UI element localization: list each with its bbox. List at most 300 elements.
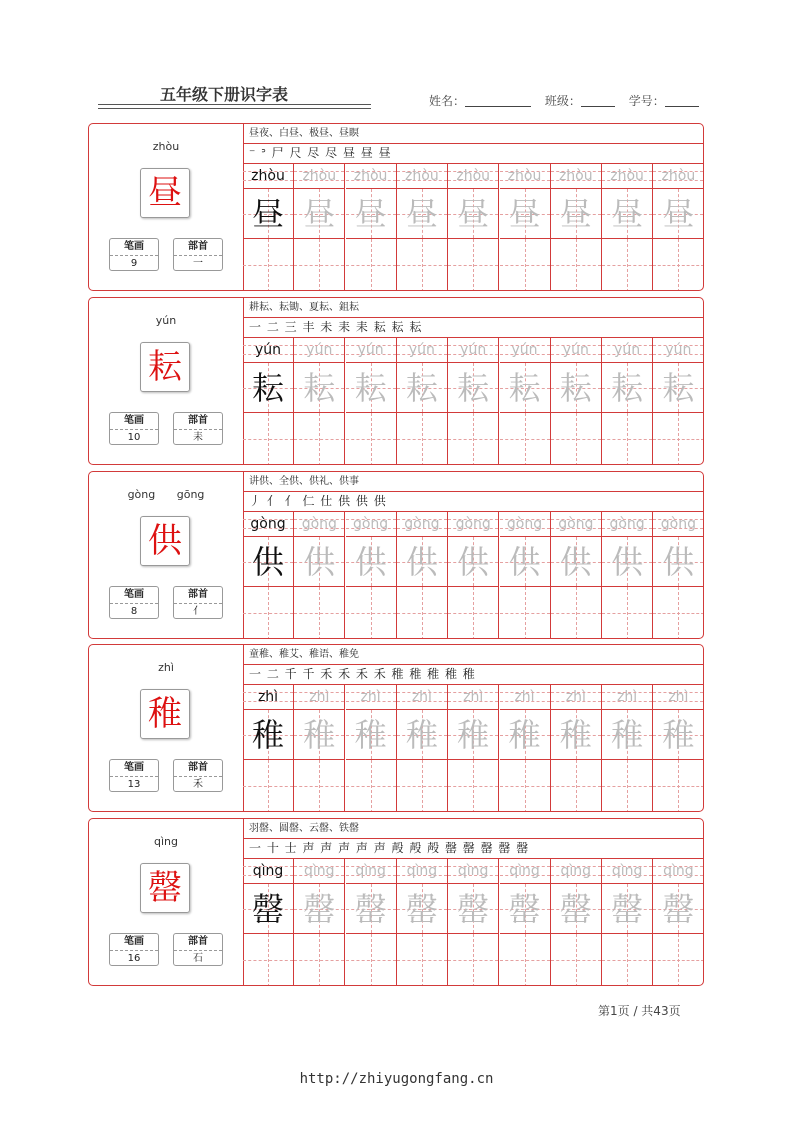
character-card xyxy=(88,818,704,986)
blank-practice-cell[interactable] xyxy=(346,413,397,465)
pinyin-text: yún xyxy=(562,342,589,358)
char-cell[interactable] xyxy=(551,537,602,587)
pinyin-cell[interactable] xyxy=(397,858,448,884)
pinyin-text: yún xyxy=(614,342,641,358)
card-summary xyxy=(89,645,244,811)
char-text: 供 xyxy=(662,543,695,581)
pinyin-cell[interactable] xyxy=(294,511,345,537)
char-text: 昼 xyxy=(457,195,490,233)
char-text: 昼 xyxy=(611,195,644,233)
char-cell[interactable] xyxy=(602,189,653,239)
pinyin-text: zhòu xyxy=(661,168,696,184)
example-words: 耕耘、耘锄、夏耘、鉏耘 xyxy=(243,298,703,318)
practice-grid xyxy=(243,858,704,986)
char-text: 供 xyxy=(457,543,490,581)
char-text: 稚 xyxy=(611,716,644,754)
pinyin-cell[interactable] xyxy=(551,511,602,537)
char-pinyin: zhòu xyxy=(152,140,180,153)
char-text: 昼 xyxy=(508,195,541,233)
char-cell[interactable] xyxy=(243,189,294,239)
char-text: 供 xyxy=(611,543,644,581)
practice-grid xyxy=(243,511,704,639)
pinyin-cell[interactable] xyxy=(551,163,602,189)
pinyin-text: zhòu xyxy=(507,168,542,184)
char-text: 稚 xyxy=(251,716,284,754)
char-cell[interactable] xyxy=(346,537,397,587)
stroke-count-label: 笔画 xyxy=(110,413,158,430)
pinyin-cell[interactable] xyxy=(243,511,294,537)
blank-practice-cell[interactable] xyxy=(397,934,448,986)
pinyin-cell[interactable] xyxy=(500,858,551,884)
char-cell[interactable] xyxy=(243,537,294,587)
blank-practice-cell[interactable] xyxy=(448,587,499,639)
blank-practice-cell[interactable] xyxy=(448,239,499,291)
pinyin-text: zhì xyxy=(668,689,689,705)
pinyin-text: zhì xyxy=(257,689,279,705)
pinyin-cell[interactable] xyxy=(551,337,602,363)
char-cell[interactable] xyxy=(397,710,448,760)
blank-practice-cell[interactable] xyxy=(243,934,294,986)
blank-practice-cell[interactable] xyxy=(602,760,653,812)
char-display: 稚 xyxy=(140,689,190,739)
char-pinyin: gòng gōng xyxy=(127,488,205,501)
pinyin-cell[interactable] xyxy=(653,511,704,537)
pinyin-cell[interactable] xyxy=(397,163,448,189)
blank-practice-cell[interactable] xyxy=(653,587,704,639)
radical-box xyxy=(173,586,223,619)
pinyin-cell[interactable] xyxy=(448,337,499,363)
card-summary xyxy=(89,298,244,464)
blank-practice-cell[interactable] xyxy=(294,587,345,639)
pinyin-text: zhì xyxy=(411,689,432,705)
character-card xyxy=(88,123,704,291)
character-card xyxy=(88,471,704,639)
pinyin-text: zhòu xyxy=(353,168,388,184)
worksheet-header xyxy=(96,80,706,112)
pinyin-text: zhòu xyxy=(405,168,439,184)
blank-practice-cell[interactable] xyxy=(397,587,448,639)
char-text: 罄 xyxy=(303,890,336,928)
char-text: 昼 xyxy=(559,195,592,233)
pinyin-text: yún xyxy=(408,342,435,358)
pinyin-cell[interactable] xyxy=(653,337,704,363)
char-cell[interactable] xyxy=(397,537,448,587)
stroke-count-box xyxy=(109,412,159,445)
char-text: 供 xyxy=(251,543,284,581)
pinyin-cell[interactable] xyxy=(448,163,499,189)
radical-value: 耒 xyxy=(193,432,203,443)
blank-practice-cell[interactable] xyxy=(653,934,704,986)
pinyin-text: zhòu xyxy=(251,168,285,184)
practice-area xyxy=(243,645,703,811)
class-blank[interactable] xyxy=(581,94,615,107)
blank-practice-cell[interactable] xyxy=(551,934,602,986)
pinyin-text: gòng xyxy=(506,516,543,532)
char-text: 稚 xyxy=(508,716,541,754)
char-cell[interactable] xyxy=(243,884,294,934)
radical-box xyxy=(173,412,223,445)
pinyin-cell[interactable] xyxy=(448,858,499,884)
char-text: 昼 xyxy=(405,195,438,233)
pinyin-text: zhì xyxy=(565,689,586,705)
practice-grid xyxy=(243,163,704,291)
pinyin-text: qìng xyxy=(406,863,438,879)
pinyin-text: yún xyxy=(460,342,487,358)
blank-practice-cell[interactable] xyxy=(448,760,499,812)
pinyin-text: zhòu xyxy=(456,168,491,184)
pinyin-cell[interactable] xyxy=(397,337,448,363)
pinyin-cell[interactable] xyxy=(346,684,397,710)
char-cell[interactable] xyxy=(448,363,499,413)
pinyin-cell[interactable] xyxy=(294,858,345,884)
char-cell[interactable] xyxy=(602,884,653,934)
pinyin-cell[interactable] xyxy=(500,684,551,710)
pinyin-cell[interactable] xyxy=(448,684,499,710)
char-text: 耘 xyxy=(611,369,644,407)
name-label: 姓名： xyxy=(429,94,466,108)
radical-label: 部首 xyxy=(174,587,222,604)
pinyin-cell[interactable] xyxy=(653,684,704,710)
stroke-count-box xyxy=(109,238,159,271)
char-cell[interactable] xyxy=(346,189,397,239)
blank-practice-cell[interactable] xyxy=(448,413,499,465)
example-words: 讲供、全供、供礼、供事 xyxy=(243,472,703,492)
pinyin-text: gòng xyxy=(301,516,337,532)
char-cell[interactable] xyxy=(346,363,397,413)
pinyin-cell[interactable] xyxy=(243,684,294,710)
char-cell[interactable] xyxy=(551,189,602,239)
char-text: 供 xyxy=(303,543,336,581)
pinyin-text: qìng xyxy=(611,863,643,879)
character-card xyxy=(88,644,704,812)
blank-practice-cell[interactable] xyxy=(243,239,294,291)
char-text: 耘 xyxy=(303,369,336,407)
radical-label: 部首 xyxy=(174,934,222,951)
pinyin-text: qìng xyxy=(560,863,592,879)
pinyin-cell[interactable] xyxy=(243,858,294,884)
pinyin-cell[interactable] xyxy=(602,858,653,884)
char-text: 供 xyxy=(508,543,541,581)
char-text: 稚 xyxy=(559,716,592,754)
char-cell[interactable] xyxy=(551,710,602,760)
stroke-count-value: 9 xyxy=(130,258,138,269)
char-text: 供 xyxy=(354,543,387,581)
char-text: 罄 xyxy=(354,890,387,928)
char-text: 昼 xyxy=(251,195,284,233)
blank-practice-cell[interactable] xyxy=(551,239,602,291)
name-blank[interactable] xyxy=(465,94,531,107)
card-summary xyxy=(89,819,244,985)
char-cell[interactable] xyxy=(551,884,602,934)
char-cell[interactable] xyxy=(653,363,704,413)
char-text: 耘 xyxy=(251,369,284,407)
char-display: 耘 xyxy=(140,342,190,392)
char-text: 耘 xyxy=(559,369,592,407)
stroke-order: 丿 亻 亻 仁 仕 供 供 供 xyxy=(243,491,703,512)
pinyin-text: qìng xyxy=(304,863,335,879)
char-cell[interactable] xyxy=(653,710,704,760)
char-text: 昼 xyxy=(354,195,387,233)
radical-box xyxy=(173,759,223,792)
blank-practice-cell[interactable] xyxy=(397,760,448,812)
char-text: 耘 xyxy=(508,369,541,407)
practice-grid xyxy=(243,684,704,812)
pinyin-cell[interactable] xyxy=(500,337,551,363)
pinyin-text: zhì xyxy=(463,689,484,705)
pinyin-cell[interactable] xyxy=(602,337,653,363)
radical-value: 禾 xyxy=(193,779,203,790)
char-cell[interactable] xyxy=(500,537,551,587)
pinyin-text: gòng xyxy=(404,516,440,532)
radical-label: 部首 xyxy=(174,413,222,430)
blank-practice-cell[interactable] xyxy=(397,413,448,465)
blank-practice-cell[interactable] xyxy=(346,760,397,812)
pinyin-text: yún xyxy=(254,342,282,358)
pinyin-text: zhì xyxy=(360,689,381,705)
blank-practice-cell[interactable] xyxy=(346,934,397,986)
pinyin-text: gòng xyxy=(660,516,696,532)
pinyin-text: qìng xyxy=(509,863,540,879)
pinyin-text: zhì xyxy=(514,689,535,705)
stroke-count-value: 10 xyxy=(127,432,141,443)
char-text: 昼 xyxy=(662,195,695,233)
stroke-order: 一 二 千 千 禾 禾 禾 禾 稚 稚 稚 稚 稚 xyxy=(243,664,703,685)
char-cell[interactable] xyxy=(500,710,551,760)
char-text: 稚 xyxy=(354,716,387,754)
char-text: 稚 xyxy=(662,716,695,754)
char-text: 稚 xyxy=(303,716,336,754)
pinyin-cell[interactable] xyxy=(653,163,704,189)
char-cell[interactable] xyxy=(397,884,448,934)
char-display: 罄 xyxy=(140,863,190,913)
page-number: 第1页 / 共43页 xyxy=(598,1004,681,1018)
char-cell[interactable] xyxy=(653,884,704,934)
pinyin-text: yún xyxy=(511,342,538,358)
pinyin-text: gòng xyxy=(558,516,594,532)
pinyin-text: yún xyxy=(357,342,384,358)
stroke-count-box xyxy=(109,586,159,619)
blank-practice-cell[interactable] xyxy=(500,934,551,986)
blank-practice-cell[interactable] xyxy=(551,413,602,465)
blank-practice-cell[interactable] xyxy=(243,413,294,465)
radical-box xyxy=(173,238,223,271)
pinyin-cell[interactable] xyxy=(602,684,653,710)
blank-practice-cell[interactable] xyxy=(294,760,345,812)
char-cell[interactable] xyxy=(500,884,551,934)
blank-practice-cell[interactable] xyxy=(653,413,704,465)
pinyin-text: qìng xyxy=(355,863,386,879)
blank-practice-cell[interactable] xyxy=(346,587,397,639)
stroke-count-box xyxy=(109,933,159,966)
pinyin-text: gòng xyxy=(352,516,389,532)
pinyin-cell[interactable] xyxy=(346,511,397,537)
blank-practice-cell[interactable] xyxy=(243,760,294,812)
char-cell[interactable] xyxy=(500,363,551,413)
pinyin-text: qìng xyxy=(252,863,284,879)
blank-practice-cell[interactable] xyxy=(653,239,704,291)
blank-practice-cell[interactable] xyxy=(551,587,602,639)
char-text: 罄 xyxy=(405,890,438,928)
char-text: 耘 xyxy=(662,369,695,407)
pinyin-cell[interactable] xyxy=(294,337,345,363)
stroke-count-label: 笔画 xyxy=(110,239,158,256)
example-words: 羽罄、圆罄、云罄、铁罄 xyxy=(243,819,703,839)
stroke-count-box xyxy=(109,759,159,792)
char-cell[interactable] xyxy=(397,189,448,239)
pinyin-cell[interactable] xyxy=(294,684,345,710)
char-cell[interactable] xyxy=(448,710,499,760)
blank-practice-cell[interactable] xyxy=(653,760,704,812)
pinyin-cell[interactable] xyxy=(602,163,653,189)
char-text: 罄 xyxy=(611,890,644,928)
char-cell[interactable] xyxy=(500,189,551,239)
radical-label: 部首 xyxy=(174,760,222,777)
char-text: 稚 xyxy=(405,716,438,754)
pinyin-cell[interactable] xyxy=(500,511,551,537)
blank-practice-cell[interactable] xyxy=(602,239,653,291)
pinyin-text: zhòu xyxy=(558,168,593,184)
pinyin-text: zhòu xyxy=(610,168,644,184)
pinyin-cell[interactable] xyxy=(397,511,448,537)
number-label: 学号： xyxy=(628,94,665,108)
blank-practice-cell[interactable] xyxy=(500,239,551,291)
blank-practice-cell[interactable] xyxy=(500,587,551,639)
char-cell[interactable] xyxy=(294,537,345,587)
char-text: 耘 xyxy=(354,369,387,407)
blank-practice-cell[interactable] xyxy=(243,587,294,639)
stroke-count-value: 8 xyxy=(130,606,138,617)
char-text: 罄 xyxy=(457,890,490,928)
stroke-count-label: 笔画 xyxy=(110,760,158,777)
char-cell[interactable] xyxy=(448,537,499,587)
char-text: 供 xyxy=(559,543,592,581)
char-cell[interactable] xyxy=(346,884,397,934)
example-words: 昼夜、白昼、极昼、昼瞑 xyxy=(243,124,703,144)
practice-area xyxy=(243,298,703,464)
radical-value: 亻 xyxy=(193,606,203,617)
pinyin-text: qìng xyxy=(457,863,489,879)
char-text: 昼 xyxy=(303,195,336,233)
stroke-order: 一 二 三 丰 未 耒 耒 耘 耘 耘 xyxy=(243,317,703,338)
pinyin-text: gòng xyxy=(455,516,491,532)
char-text: 耘 xyxy=(457,369,490,407)
card-summary xyxy=(89,472,244,638)
char-display: 昼 xyxy=(140,168,190,218)
char-cell[interactable] xyxy=(294,710,345,760)
practice-area xyxy=(243,124,703,290)
char-pinyin: zhì xyxy=(158,661,174,674)
char-cell[interactable] xyxy=(397,363,448,413)
pinyin-cell[interactable] xyxy=(243,163,294,189)
radical-value: 石 xyxy=(193,953,203,964)
blank-practice-cell[interactable] xyxy=(294,239,345,291)
pinyin-cell[interactable] xyxy=(602,511,653,537)
pinyin-cell[interactable] xyxy=(653,858,704,884)
char-cell[interactable] xyxy=(294,189,345,239)
radical-label: 部首 xyxy=(174,239,222,256)
char-cell[interactable] xyxy=(294,884,345,934)
stroke-count-label: 笔画 xyxy=(110,587,158,604)
pinyin-text: zhì xyxy=(617,689,638,705)
blank-practice-cell[interactable] xyxy=(346,239,397,291)
blank-practice-cell[interactable] xyxy=(448,934,499,986)
char-cell[interactable] xyxy=(653,537,704,587)
pinyin-cell[interactable] xyxy=(448,511,499,537)
blank-practice-cell[interactable] xyxy=(294,934,345,986)
pinyin-text: yún xyxy=(306,342,333,358)
page-title: 五年级下册识字表 xyxy=(160,85,289,104)
blank-practice-cell[interactable] xyxy=(500,760,551,812)
pinyin-text: gòng xyxy=(609,516,645,532)
radical-box xyxy=(173,933,223,966)
pinyin-cell[interactable] xyxy=(243,337,294,363)
pinyin-cell[interactable] xyxy=(294,163,345,189)
char-cell[interactable] xyxy=(602,363,653,413)
title-underline xyxy=(98,104,371,109)
char-cell[interactable] xyxy=(448,884,499,934)
student-fields xyxy=(429,92,699,109)
char-pinyin: yún xyxy=(155,314,177,327)
pinyin-cell[interactable] xyxy=(346,337,397,363)
pinyin-text: gòng xyxy=(250,516,286,532)
char-text: 罄 xyxy=(508,890,541,928)
blank-practice-cell[interactable] xyxy=(602,413,653,465)
pinyin-cell[interactable] xyxy=(346,858,397,884)
blank-practice-cell[interactable] xyxy=(602,587,653,639)
char-text: 罄 xyxy=(559,890,592,928)
char-text: 罄 xyxy=(662,890,695,928)
character-card xyxy=(88,297,704,465)
char-cell[interactable] xyxy=(294,363,345,413)
char-display: 供 xyxy=(140,516,190,566)
stroke-count-value: 13 xyxy=(127,779,141,790)
pinyin-cell[interactable] xyxy=(397,684,448,710)
pinyin-text: yún xyxy=(665,342,692,358)
stroke-order: ⁻ ᐣ 尸 尺 尽 尽 昼 昼 昼 xyxy=(243,143,703,164)
char-cell[interactable] xyxy=(243,363,294,413)
pinyin-cell[interactable] xyxy=(551,684,602,710)
radical-value: 一 xyxy=(193,258,203,269)
pinyin-cell[interactable] xyxy=(551,858,602,884)
char-text: 耘 xyxy=(405,369,438,407)
char-text: 罄 xyxy=(251,890,284,928)
pinyin-text: zhì xyxy=(309,689,330,705)
char-cell[interactable] xyxy=(448,189,499,239)
char-cell[interactable] xyxy=(551,363,602,413)
pinyin-cell[interactable] xyxy=(346,163,397,189)
char-text: 供 xyxy=(405,543,438,581)
example-words: 童稚、稚艾、稚语、稚免 xyxy=(243,645,703,665)
site-url: http://zhiyugongfang.cn xyxy=(299,1071,494,1087)
class-label: 班级： xyxy=(544,94,581,108)
pinyin-cell[interactable] xyxy=(500,163,551,189)
number-blank[interactable] xyxy=(665,94,699,107)
char-cell[interactable] xyxy=(653,189,704,239)
char-cell[interactable] xyxy=(602,710,653,760)
blank-practice-cell[interactable] xyxy=(500,413,551,465)
char-text: 稚 xyxy=(457,716,490,754)
char-cell[interactable] xyxy=(243,710,294,760)
pinyin-text: qìng xyxy=(663,863,694,879)
blank-practice-cell[interactable] xyxy=(397,239,448,291)
pinyin-text: zhòu xyxy=(302,168,337,184)
blank-practice-cell[interactable] xyxy=(294,413,345,465)
char-cell[interactable] xyxy=(602,537,653,587)
blank-practice-cell[interactable] xyxy=(551,760,602,812)
char-cell[interactable] xyxy=(346,710,397,760)
stroke-order: 一 十 士 声 声 声 声 声 殸 殸 殸 罄 罄 罄 罄 罄 xyxy=(243,838,703,859)
blank-practice-cell[interactable] xyxy=(602,934,653,986)
